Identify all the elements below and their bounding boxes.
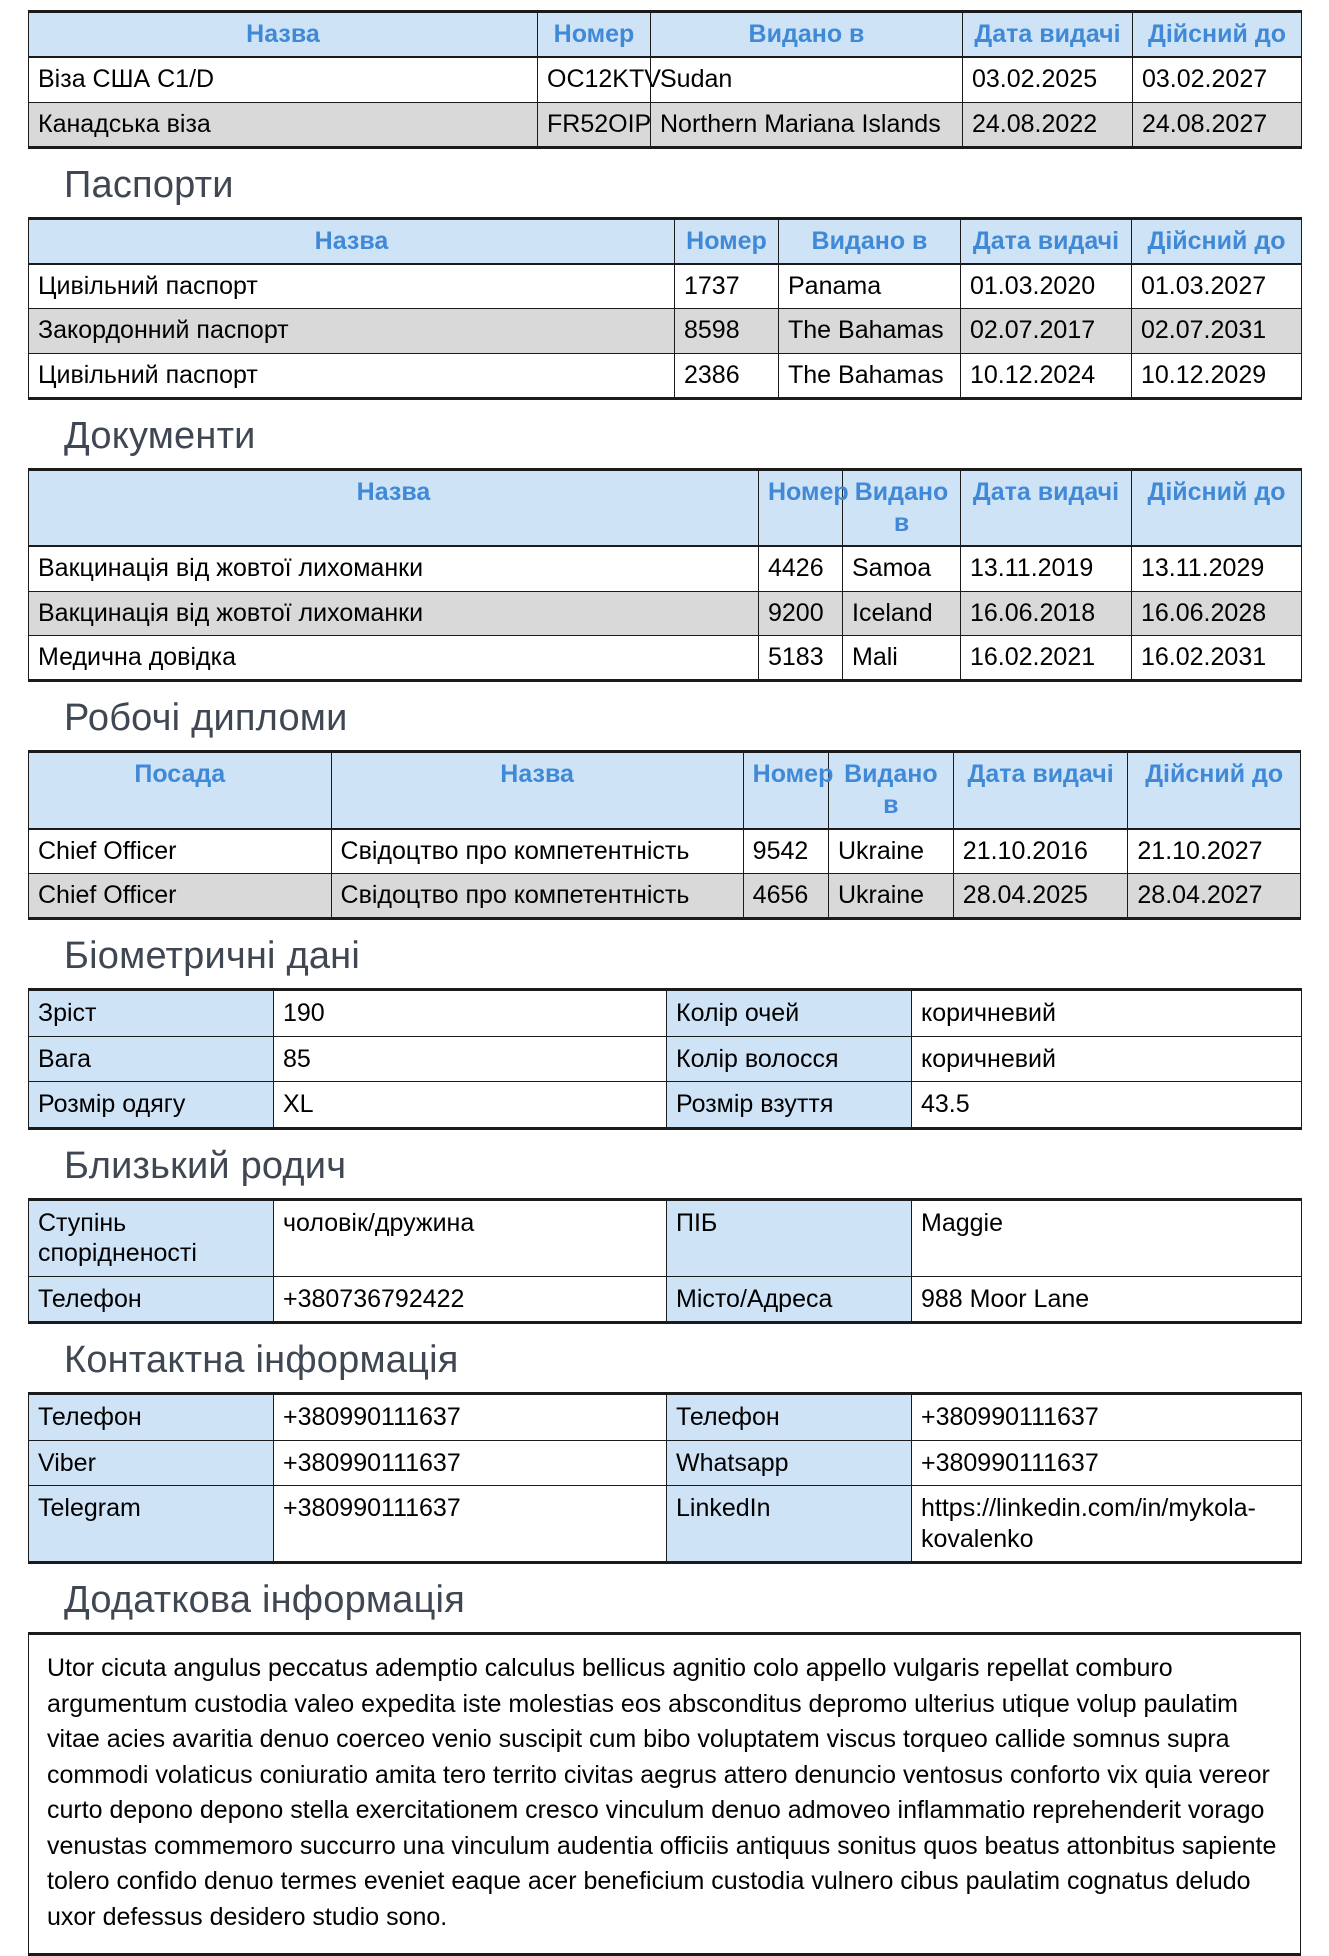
label-weight: Вага — [29, 1036, 274, 1082]
label-hair-color: Колір волосся — [667, 1036, 912, 1082]
cell-name: Цивільний паспорт — [29, 264, 675, 309]
diplomas-table — [28, 750, 1301, 920]
column-header-valid-until: Дійсний до — [1128, 752, 1301, 829]
table-header-row — [29, 218, 1302, 264]
cell-number: FR52OIP — [538, 102, 651, 147]
cell-name: Канадська віза — [29, 102, 538, 147]
section-title-documents: Документи — [64, 414, 256, 457]
cell-issue-date: 03.02.2025 — [963, 57, 1133, 102]
cell-number: 5183 — [759, 635, 843, 680]
section-title-biometrics: Біометричні дані — [64, 935, 360, 978]
value-hair-color: коричневий — [912, 1036, 1302, 1082]
column-header-number: Номер — [538, 12, 651, 58]
column-header-number: Номер — [743, 752, 828, 829]
cell-name: Віза США C1/D — [29, 57, 538, 102]
table-row — [29, 264, 1302, 309]
table-row — [29, 591, 1302, 635]
cell-name: Свідоцтво про компетентність — [331, 873, 743, 918]
section-title-additional: Додаткова інформація — [64, 1579, 465, 1622]
label-phone: Телефон — [29, 1276, 274, 1323]
column-header-position: Посада — [29, 752, 332, 829]
section-title-diplomas: Робочі дипломи — [64, 697, 348, 740]
table-row — [29, 57, 1302, 102]
kv-row — [29, 1394, 1302, 1441]
column-header-issued-in: Видано в — [651, 12, 963, 58]
cell-valid-until: 28.04.2027 — [1128, 873, 1301, 918]
label-full-name: ПІБ — [667, 1199, 912, 1276]
cell-issued-in: The Bahamas — [779, 353, 961, 398]
cell-valid-until: 16.06.2028 — [1132, 591, 1302, 635]
cell-issue-date: 01.03.2020 — [961, 264, 1132, 309]
cell-issue-date: 28.04.2025 — [953, 873, 1128, 918]
cell-valid-until: 24.08.2027 — [1133, 102, 1302, 147]
column-header-name: Назва — [331, 752, 743, 829]
cell-name: Свідоцтво про компетентність — [331, 829, 743, 874]
label-phone-2: Телефон — [667, 1394, 912, 1441]
label-eye-color: Колір очей — [667, 990, 912, 1037]
cell-number: 8598 — [675, 309, 779, 353]
column-header-number: Номер — [759, 469, 843, 546]
kv-row — [29, 1440, 1302, 1486]
label-whatsapp: Whatsapp — [667, 1440, 912, 1486]
cell-issued-in: Ukraine — [828, 829, 953, 874]
cell-valid-until: 16.02.2031 — [1132, 635, 1302, 680]
table-row — [29, 102, 1302, 147]
cell-number: 4426 — [759, 546, 843, 591]
column-header-name: Назва — [29, 12, 538, 58]
kv-row — [29, 1082, 1302, 1129]
value-linkedin: https://linkedin.com/in/mykola-kovalenko — [912, 1486, 1302, 1563]
table-header-row — [29, 752, 1301, 829]
column-header-valid-until: Дійсний до — [1133, 12, 1302, 58]
kv-row — [29, 1036, 1302, 1082]
value-weight: 85 — [274, 1036, 667, 1082]
cell-valid-until: 03.02.2027 — [1133, 57, 1302, 102]
section-title-next-of-kin: Близький родич — [64, 1144, 347, 1187]
table-row — [29, 873, 1301, 918]
value-height: 190 — [274, 990, 667, 1037]
value-city-address: 988 Moor Lane — [912, 1276, 1302, 1323]
column-header-valid-until: Дійсний до — [1132, 218, 1302, 264]
cell-number: 4656 — [743, 873, 828, 918]
label-linkedin: LinkedIn — [667, 1486, 912, 1563]
value-clothing-size: XL — [274, 1082, 667, 1129]
cell-issued-in: Panama — [779, 264, 961, 309]
label-viber: Viber — [29, 1440, 274, 1486]
cell-name: Медична довідка — [29, 635, 759, 680]
table-row — [29, 309, 1302, 353]
value-telegram: +380990111637 — [274, 1486, 667, 1563]
cell-valid-until: 10.12.2029 — [1132, 353, 1302, 398]
cell-position: Chief Officer — [29, 829, 332, 874]
cell-number: 9200 — [759, 591, 843, 635]
cell-name: Закордонний паспорт — [29, 309, 675, 353]
table-row — [29, 829, 1301, 874]
column-header-issued-in: Видано в — [779, 218, 961, 264]
next-of-kin-table — [28, 1198, 1302, 1325]
cell-name: Вакцинація від жовтої лихоманки — [29, 591, 759, 635]
value-phone-2: +380990111637 — [912, 1394, 1302, 1441]
kv-row — [29, 1276, 1302, 1323]
cell-issue-date: 24.08.2022 — [963, 102, 1133, 147]
kv-row — [29, 990, 1302, 1037]
column-header-issue-date: Дата видачі — [961, 469, 1132, 546]
kv-row — [29, 1199, 1302, 1276]
label-relationship: Ступінь спорідненості — [29, 1199, 274, 1276]
contacts-table — [28, 1392, 1302, 1564]
value-full-name: Maggie — [912, 1199, 1302, 1276]
section-title-passports: Паспорти — [64, 163, 234, 206]
value-phone: +380736792422 — [274, 1276, 667, 1323]
table-row — [29, 546, 1302, 591]
passports-table — [28, 217, 1302, 400]
cell-issue-date: 16.02.2021 — [961, 635, 1132, 680]
value-whatsapp: +380990111637 — [912, 1440, 1302, 1486]
column-header-name: Назва — [29, 218, 675, 264]
cell-issued-in: Northern Mariana Islands — [651, 102, 963, 147]
cell-issue-date: 13.11.2019 — [961, 546, 1132, 591]
column-header-issued-in: Видано в — [828, 752, 953, 829]
visas-table — [28, 10, 1302, 149]
table-row — [29, 353, 1302, 398]
cell-number: OC12KTV — [538, 57, 651, 102]
label-city-address: Місто/Адреса — [667, 1276, 912, 1323]
kv-row — [29, 1486, 1302, 1563]
value-phone-1: +380990111637 — [274, 1394, 667, 1441]
column-header-valid-until: Дійсний до — [1132, 469, 1302, 546]
cell-valid-until: 13.11.2029 — [1132, 546, 1302, 591]
section-title-contacts: Контактна інформація — [64, 1339, 459, 1382]
table-header-row — [29, 12, 1302, 58]
label-phone-1: Телефон — [29, 1394, 274, 1441]
label-telegram: Telegram — [29, 1486, 274, 1563]
label-height: Зріст — [29, 990, 274, 1037]
column-header-number: Номер — [675, 218, 779, 264]
cell-issued-in: The Bahamas — [779, 309, 961, 353]
cell-number: 9542 — [743, 829, 828, 874]
cell-issued-in: Sudan — [651, 57, 963, 102]
cell-issue-date: 16.06.2018 — [961, 591, 1132, 635]
column-header-issue-date: Дата видачі — [963, 12, 1133, 58]
column-header-issue-date: Дата видачі — [961, 218, 1132, 264]
cell-issued-in: Samoa — [843, 546, 961, 591]
table-header-row — [29, 469, 1302, 546]
cell-name: Цивільний паспорт — [29, 353, 675, 398]
cell-valid-until: 21.10.2027 — [1128, 829, 1301, 874]
biometrics-table — [28, 988, 1302, 1130]
cell-valid-until: 02.07.2031 — [1132, 309, 1302, 353]
cell-number: 2386 — [675, 353, 779, 398]
column-header-name: Назва — [29, 469, 759, 546]
additional-info-text: Utor cicuta angulus peccatus ademptio calculus bellicus agnitio colo appello vulgaris repellat comburo argumentum custodia valeo expedita iste molestias eos absconditus depromo ulterius utique volup paulatim vitae acies avaritia denuo coerceo venio suscipit cum bibo voluptatem viscus torqueo callide somnus supra commodi volaticus coniuratio amita tero territo civitas aegrus attero denuncio ventosus conforto vix quia vereor curto depono depono stella exercitationem cresco vinculum denuo admoveo inflammatio reprehenderit vorago venustas commemoro succurro una vinculum audentia officiis antiquus sonitus quos beatus attonbitus sapiente tolero confido denuo termes eveniet eaque acer beneficium custodia vulnero cibus paulatim cognatus deludo uxor defessus desidero studio sono. — [28, 1632, 1301, 1956]
cell-issue-date: 02.07.2017 — [961, 309, 1132, 353]
table-row — [29, 635, 1302, 680]
value-viber: +380990111637 — [274, 1440, 667, 1486]
label-shoe-size: Розмір взуття — [667, 1082, 912, 1129]
cell-issue-date: 10.12.2024 — [961, 353, 1132, 398]
cell-issued-in: Iceland — [843, 591, 961, 635]
cell-issued-in: Ukraine — [828, 873, 953, 918]
column-header-issue-date: Дата видачі — [953, 752, 1128, 829]
cell-number: 1737 — [675, 264, 779, 309]
value-relationship: чоловік/дружина — [274, 1199, 667, 1276]
documents-table — [28, 468, 1302, 682]
label-clothing-size: Розмір одягу — [29, 1082, 274, 1129]
cell-issue-date: 21.10.2016 — [953, 829, 1128, 874]
cell-position: Chief Officer — [29, 873, 332, 918]
value-eye-color: коричневий — [912, 990, 1302, 1037]
cell-valid-until: 01.03.2027 — [1132, 264, 1302, 309]
cell-name: Вакцинація від жовтої лихоманки — [29, 546, 759, 591]
column-header-issued-in: Видано в — [843, 469, 961, 546]
value-shoe-size: 43.5 — [912, 1082, 1302, 1129]
cell-issued-in: Mali — [843, 635, 961, 680]
